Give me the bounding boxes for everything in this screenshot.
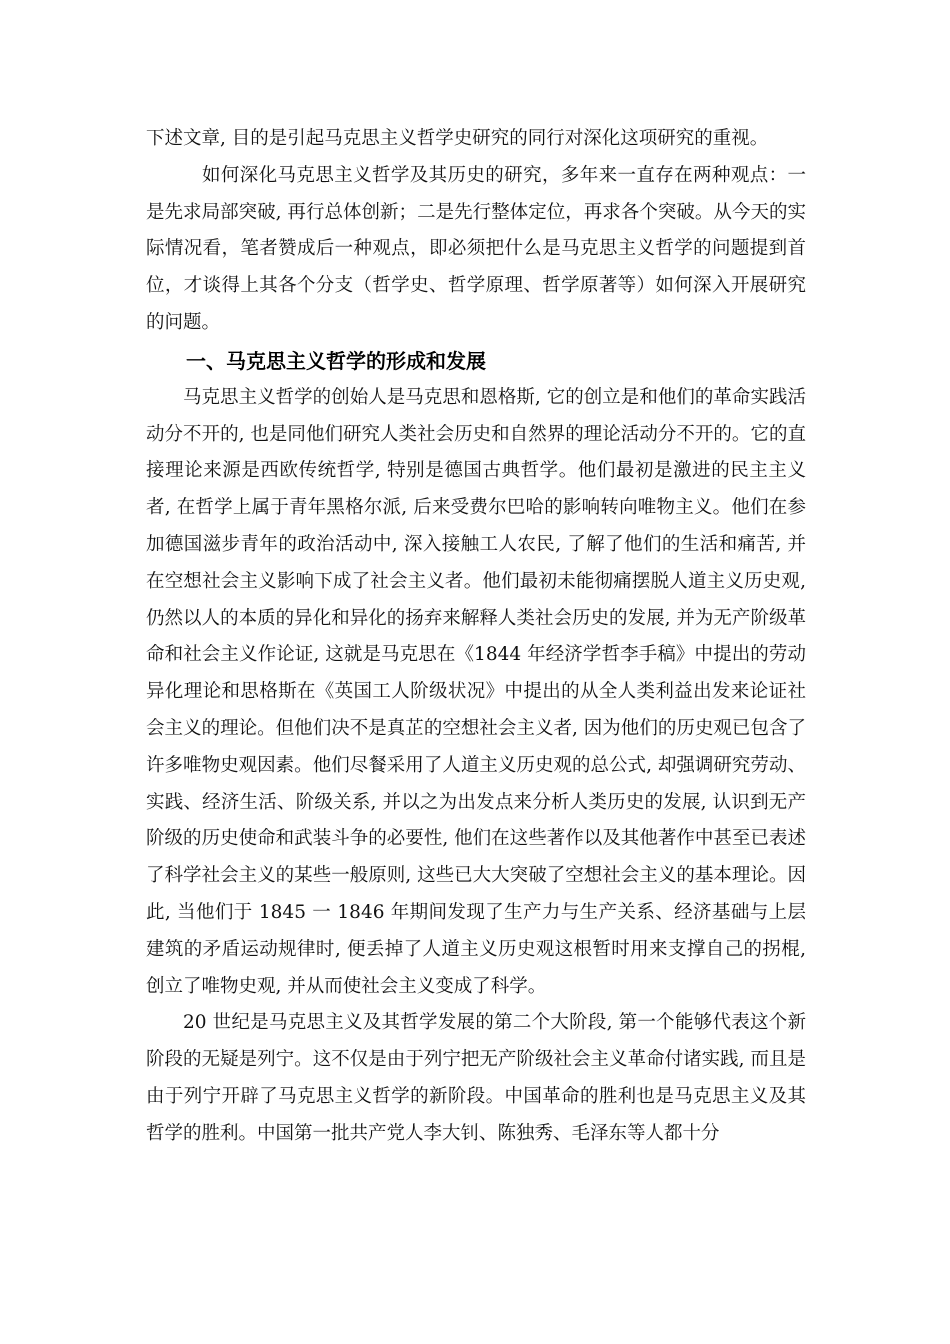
document-body	[146, 121, 806, 1153]
founders-paragraph: 马克思主义哲学的创始人是马克思和恩格斯, 它的创立是和他们的革命实践活动分不开的, 也是同他们研究人类社会历史和自然界的理论活动分不开的。它的直接理论来源是西欧传统哲学, 特别是德国古典哲学。他们最初是激进的民主主义者, 在哲学上属于青年黑格尔派, 后来受费尔巴哈的影响转向唯物主义。他们在参加德国滋步青年的政治活动中, 深入接触工人农民, 了解了他们的生活和痛苦, 并在空想社会主义影响下成了社会主义者。他们最初未能彻痛摆脱人道主义历史观, 仍然以人的本质的异化和异化的扬弃来解释人类社会历史的发展, 并为无产阶级革命和社会主义作论证, 这就是马克思在《1844 年经济学哲李手稿》中提出的劳动异化理论和思格斯在《英国工人阶级状况》中提出的从全人类利益出发来论证社会主义的理论。但他们决不是真芷的空想社会主义者, 因为他们的历史观已包含了许多唯物史观因素。他们尽餐采用了人道主义历史观的总公式, 却强调研究劳动、实践、经济生活、阶级关系, 并以之为出发点来分析人类历史的发展, 认识到无产阶级的历史使命和武装斗争的必要性, 他们在这些著作以及其他著作中甚至已表述了科学社会主义的某些一般原则, 这些已大大突破了空想社会主义的基本理论。因此, 当他们于 1845 一 1846 年期间发现了生产力与生产关系、经济基础与上层建筑的矛盾运动规律时, 便丢掉了人道主义历史观这根暂时用来支撑自己的拐棍, 创立了唯物史观, 并从而使社会主义变成了科学。	[146, 386, 806, 997]
views-paragraph: 如何深化马克思主义哲学及其历史的研究，多年来一直存在两种观点：一是先求局部突破, 再行总体创新；二是先行整体定位，再求各个突破。从今天的实际情况看，笔者赞成后一种观点，即必须把什么是马克思主义哲学的问题提到首位，才谈得上其各个分支（哲学史、哲学原理、哲学原著等）如何深入开展研究的问题。	[146, 164, 806, 333]
section-heading: 一、马克思主义哲学的形成和发展	[186, 348, 486, 373]
intro-tail-paragraph: 下述文章, 目的是引起马克思主义哲学史研究的同行对深化这项研究的重视。	[146, 128, 769, 149]
twentieth-century-paragraph: 20 世纪是马克思主义及其哲学发展的第二个大阶段, 第一个能够代表这个新阶段的无疑是列宁。这不仅是由于列宁把无产阶级社会主义革命付诸实践, 而且是由于列宁开辟了马克思主义哲学的新阶段。中国革命的胜利也是马克思主义及其哲学的胜利。中国第一批共产党人李大钊、陈独秀、毛泽东等人都十分	[146, 1012, 806, 1144]
